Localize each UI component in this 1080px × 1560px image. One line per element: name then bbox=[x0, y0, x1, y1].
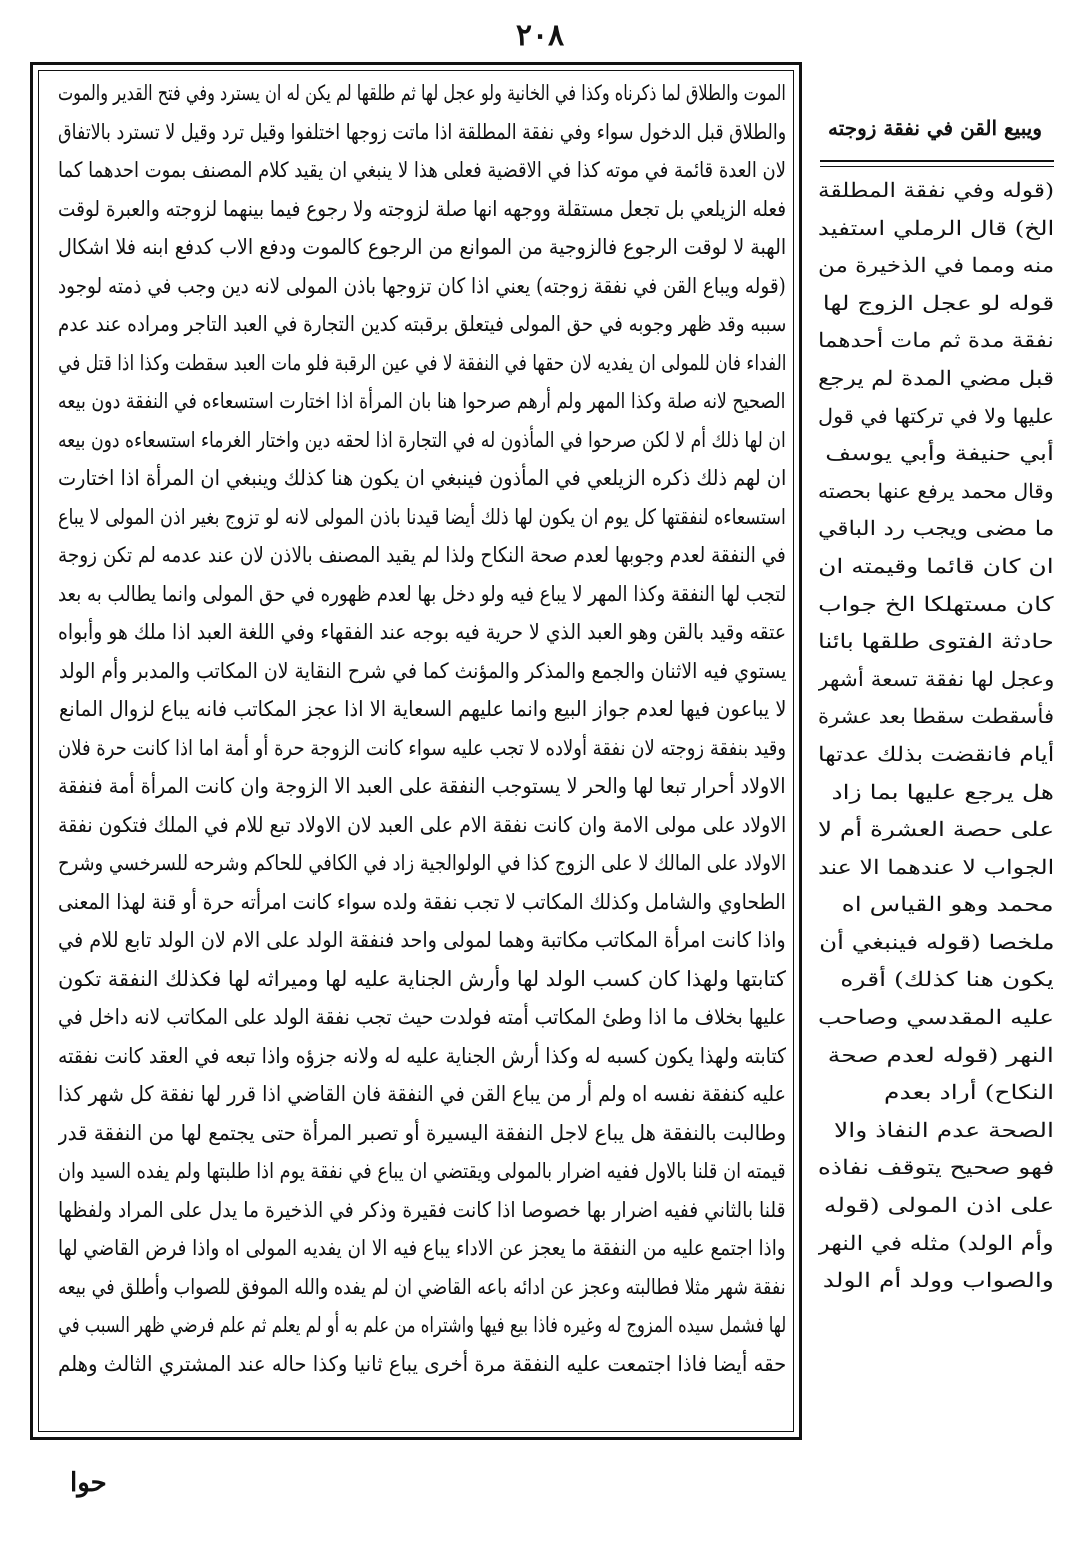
margin-text-line: وقال محمد يرفع عنها بحصته bbox=[818, 478, 1054, 503]
margin-text-line: (قوله وفي نفقة المطلقة bbox=[818, 178, 1054, 202]
margin-text-line: على اذن المولى (قوله bbox=[823, 1193, 1054, 1218]
main-text-line: قيمته ان قلنا بالاول ففيه اضرار بالمولى ويقتضي ان يباع في نفقة يوم اذا طلبتها ولم يفده السيد وان bbox=[58, 1159, 786, 1183]
margin-commentary bbox=[818, 172, 1054, 1432]
main-text-line: الفداء فان للمولى ان يفديه لان حقها في النفقة لا في عين الرقبة فلو مات العبد سقطت وكذا اذا قتل في bbox=[58, 350, 786, 375]
main-text-line: لا يباعون فيها لعدم جواز البيع وانما عليهم السعاية الا اذا عجز المكاتب فانه يباع لزوال المانع bbox=[58, 697, 786, 721]
margin-text-line: النكاح) أراد بعدم bbox=[883, 1080, 1054, 1105]
main-text-line: عليها بخلاف ما اذا وطئ المكاتب أمته فولدت حيث تجب نفقة الولد على المكاتب لانه داخل في bbox=[58, 1005, 786, 1029]
margin-heading: ويبيع القن في نفقة زوجته bbox=[828, 116, 1042, 140]
main-text-line: الاولاد على مولى الامة وان كانت نفقة الام على العبد لان الاولاد تبع للام في الملك فتكون نفقة bbox=[58, 812, 786, 837]
main-text-body bbox=[58, 74, 786, 1424]
main-text-line: يستوي فيه الاثنان والجمع والمذكر والمؤنث كما في شرح النقاية لان المكاتب والمدبر وأم الولد bbox=[58, 658, 786, 683]
main-text-line: عليه كنفقة نفسه اه ولم أر من يباع القن في النفقة فان القاضي اذا قرر لها نفقة كل شهر كذا bbox=[58, 1082, 786, 1106]
margin-text-line: أبي حنيفة وأبي يوسف bbox=[825, 441, 1054, 466]
main-text-line: (قوله ويباع القن في نفقة زوجته) يعني اذا كان تزوجها باذن المولى لانه دين وجب في ذمته لوجود bbox=[58, 273, 786, 298]
main-text-line: لها فشمل سيده المزوج له وغيره فاذا بيع فيها واشتراه من علم به أو لم يعلم ثم علم فرضي ظهر السبب في bbox=[58, 1313, 786, 1337]
footer-signature-mark: حوا bbox=[70, 1468, 107, 1498]
main-text-line: الموت والطلاق لما ذكرناه وكذا في الخانية ولو عجل لها ثم طلقها لم يكن له ان يسترد وفي فتح القدير والموت bbox=[58, 81, 786, 105]
margin-text-line: أيام فانقضت بذلك عدتها bbox=[818, 741, 1054, 766]
margin-text-line: فأسقطت سقطا بعد عشرة bbox=[818, 704, 1054, 729]
margin-text-line: والصواب وولد أم الولد bbox=[822, 1268, 1054, 1293]
main-text-line: لتجب لها النفقة وكذا المهر لا يباع فيه ولو دخل بها لعدم ظهوره في حق المولى وانما يطالب به بعد bbox=[58, 581, 786, 606]
main-text-line: لان العدة قائمة في موته كذا في الاقضية فعلى هذا لا ينبغي ان يقيد كلام المصنف بموت احدهما كما bbox=[58, 158, 786, 182]
margin-text-line: الجواب لا عندهما الا عند bbox=[818, 854, 1054, 879]
main-text-line: الاولاد أحرار تبعا لها والحر لا يستوجب النفقة على العبد الا الزوجة وان كانت المرأة أمة فنفقة bbox=[58, 774, 786, 798]
margin-text-line: محمد وهو القياس اه bbox=[841, 892, 1054, 917]
main-text-line: وقيد بنفقة زوجته لان نفقة أولاده لا تجب عليه سواء كانت الزوجة حرة أو أمة اما اذا كانت حرة فلان bbox=[58, 735, 786, 760]
main-text-line: ان لهم ذلك ذكره الزيلعي في المأذون فينبغي ان يكون هنا كذلك وينبغي ان المرأة اذا اختارت bbox=[58, 466, 786, 490]
main-text-line: واذا كانت امرأة المكاتب مكاتبة وهما لمولى واحد فنفقة الولد على الام لان الولد تابع للام في bbox=[58, 928, 786, 952]
margin-text-line: ما مضى ويجب رد الباقي bbox=[818, 516, 1054, 541]
margin-text-line: يكون هنا كذلك) أقره bbox=[840, 967, 1054, 992]
margin-heading-rule-thin bbox=[820, 166, 1054, 167]
margin-text-line: هل يرجع عليها بما زاد bbox=[831, 779, 1054, 804]
margin-text-line: ان كان قائما وقيمته ان bbox=[818, 553, 1054, 578]
margin-text-line: وعجل لها نفقة تسعة أشهر bbox=[818, 666, 1054, 691]
main-text-line: حقه أيضا فاذا اجتمعت عليه النفقة مرة أخرى يباع ثانيا وكذا حاله عند المشتري الثالث وهلم bbox=[58, 1351, 786, 1376]
margin-text-line: قوله لو عجل الزوج لها bbox=[822, 290, 1054, 315]
main-text-line: الهبة لا لوقت الرجوع فالزوجية من الموانع من الرجوع كالموت ودفع الاب كدفع ابنه فلا اشكال bbox=[58, 235, 786, 259]
margin-text-line: على حصة العشرة أم لا bbox=[818, 817, 1054, 842]
main-text-line: والطلاق قبل الدخول سواء وفي نفقة المطلقة اذا ماتت زوجها اختلفوا وقيل ترد وقيل لا تسترد بالاتفاق bbox=[58, 119, 786, 144]
main-text-line: نفقة شهر مثلا فطالبته وعجز عن ادائه باعه القاضي ان لم يفده والله الموفق للصواب وأطلق في بيعه bbox=[58, 1274, 786, 1299]
margin-text-line: ملخصا (قوله فينبغي أن bbox=[818, 929, 1054, 954]
margin-text-line: حادثة الفتوى طلقها بائنا bbox=[818, 629, 1054, 654]
main-text-line: سببه وقد ظهر وجوبه في حق المولى فيتعلق برقبته كدين التجارة في العبد التاجر ومراده عند عدم bbox=[58, 312, 786, 336]
margin-text-line: كان مستهلكا الخ جواب bbox=[818, 591, 1054, 616]
page-number: ٢٠٨ bbox=[515, 18, 565, 53]
main-text-line: ان لها ذلك أم لا لكن صرحوا في المأذون له في التجارة اذا لحقه دين واختار الغرماء استسعاءه دون بيعه bbox=[58, 427, 786, 452]
margin-text-line: الخ) قال الرملي استفيد bbox=[818, 215, 1054, 240]
main-text-line: عتقه وقيد بالقن وهو العبد الذي لا حرية فيه بوجه عند الفقهاء وفي اللغة العبد اذا ملك هو وأبواه bbox=[58, 620, 786, 644]
main-text-line: استسعاءه لنفقتها كل يوم ان يكون لها ذلك أيضا قيدنا باذن المولى لانه لو تزوج بغير اذن المولى لا يباع bbox=[58, 504, 786, 529]
margin-text-line: النهر (قوله لعدم صحة bbox=[828, 1042, 1054, 1067]
main-text-line: فعله الزيلعي بل تجعل مستقلة ووجهه انها صلة لزوجته ولا رجوع فيما بينهما لزوجته والعبرة لوقت bbox=[58, 196, 786, 221]
main-text-line: الاولاد على المالك لا على الزوج كذا في الولوالجية زاد في الكافي للحاكم وشرحه للسرخسي وشرح bbox=[58, 851, 786, 875]
main-text-line: كتابته ولهذا يكون كسبه له وكذا أرش الجناية عليه له ولانه جزؤه واذا تبعه في العقد كانت نفقته bbox=[58, 1043, 786, 1068]
main-text-line: الصحيح لانه صلة وكذا المهر ولم أرهم صرحوا هنا بان المرأة اذا اختارت استسعاءه في النفقة دون بيعه bbox=[58, 389, 786, 413]
margin-text-line: فهو صحيح يتوقف نفاذه bbox=[818, 1155, 1054, 1180]
main-text-line: قلنا بالثاني ففيه اضرار بها خصوصا اذا كانت فقيرة وذكر في الذخيرة ما يدل على المراد ولفظها bbox=[58, 1197, 786, 1222]
margin-heading-rule bbox=[820, 160, 1054, 162]
margin-text-line: عليه المقدسي وصاحب bbox=[818, 1005, 1054, 1030]
margin-text-line: نفقة مدة ثم مات أحدهما bbox=[818, 328, 1054, 353]
margin-text-line: الصحة عدم النفاذ والا bbox=[834, 1117, 1054, 1142]
margin-text-line: عليها ولا في تركتها في قول bbox=[818, 403, 1054, 428]
margin-text-line: قبل مضي المدة لم يرجع bbox=[818, 365, 1054, 390]
main-text-line: في النفقة لعدم وجوبها لعدم صحة النكاح ولذا لم يقيد المصنف بالاذن لان عند عدمه لم تكن زوجة bbox=[58, 543, 786, 567]
main-text-line: وطالبت بالنفقة هل يباع لاجل النفقة اليسيرة أو تصبر المرأة حتى يجتمع لها من النفقة قدر bbox=[58, 1120, 786, 1145]
main-text-line: واذا اجتمع عليه من النفقة ما يعجز عن الاداء يباع فيه الا ان يفديه المولى اه واذا فرض القاضي لها bbox=[58, 1236, 786, 1260]
margin-text-line: منه ومما في الذخيرة من bbox=[818, 253, 1054, 278]
main-text-line: كتابتها ولهذا كان كسب الولد لها وأرش الجناية عليه لها وميراثه لها فكذلك النفقة تكون bbox=[58, 966, 786, 991]
margin-text-line: وأم الولد) مثله في النهر bbox=[818, 1230, 1054, 1255]
main-text-line: الطحاوي والشامل وكذلك المكاتب لا تجب نفقة ولده سواء كانت امرأته حرة أو قنة لهذا المعنى bbox=[58, 889, 786, 914]
